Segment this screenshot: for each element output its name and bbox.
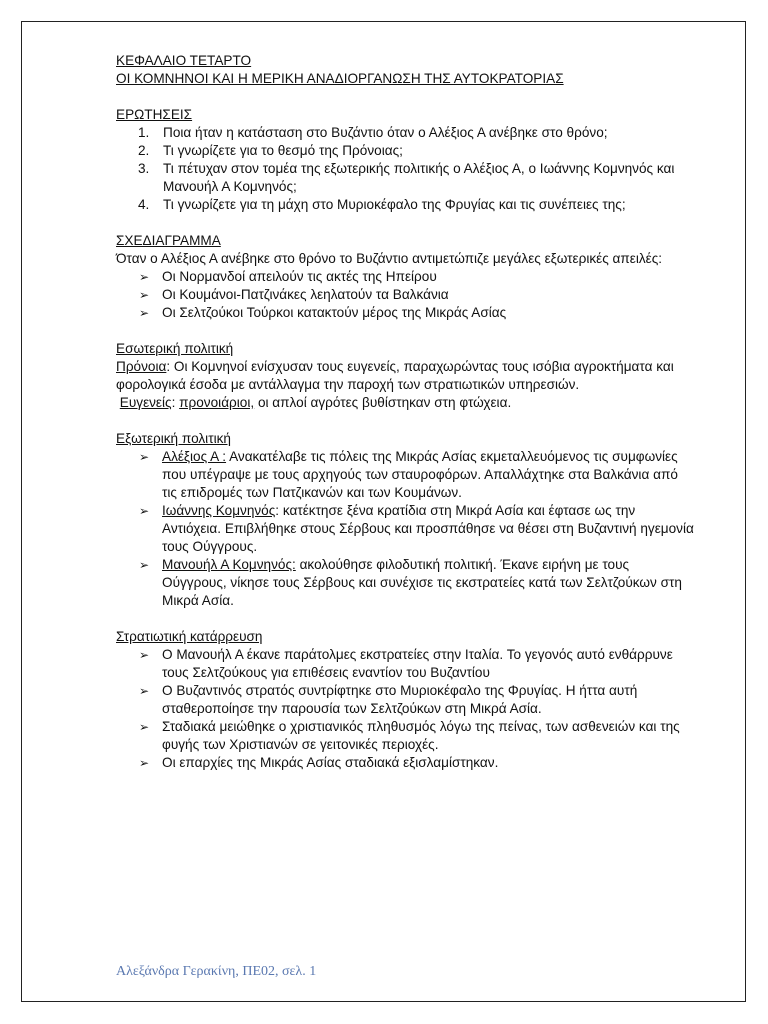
outline-list [116, 268, 696, 322]
document-body [116, 52, 696, 772]
external-policy-list [116, 448, 696, 610]
external-policy-heading: Εξωτερική πολιτική [116, 431, 231, 446]
list-item: ➢ Ο Βυζαντινός στρατός συντρίφτηκε στο Μυριοκέφαλο της Φρυγίας. Η ήττα αυτή σταθεροποίησε την παρουσία των Σελτζούκων στη Μικρά Ασία. [139, 683, 638, 716]
list-item: ➢ Ο Μανουήλ Α έκανε παράτολμες εκστρατείες στην Ιταλία. Το γεγονός αυτό ενθάρρυνε τους Σελτζούκους για επιθέσεις εναντίον του Βυζαντίου [139, 647, 673, 680]
list-item: ➢ Οι επαρχίες της Μικράς Ασίας σταδιακά εξισλαμίστηκαν. [139, 755, 499, 770]
nobles-paragraph: Ευγενείς: προνοιάριοι, οι απλοί αγρότες βυθίστηκαν στη φτώχεια. [119, 395, 512, 410]
list-item: 1. Ποια ήταν η κατάσταση στο Βυζάντιο όταν ο Αλέξιος Α ανέβηκε στο θρόνο; [138, 125, 608, 140]
arrow-bullet-icon: ➢ [139, 450, 150, 464]
outline-heading: ΣΧΕΔΙΑΓΡΑΜΜΑ [116, 233, 221, 248]
list-item: ➢ Σταδιακά μειώθηκε ο χριστιανικός πληθυσμός λόγω της πείνας, των ασθενειών και της φυγής των Χριστιανών σε γειτονικές περιοχές. [139, 719, 680, 752]
arrow-bullet-icon: ➢ [139, 720, 150, 734]
questions-list [116, 124, 696, 214]
arrow-bullet-icon: ➢ [139, 684, 150, 698]
arrow-bullet-icon: ➢ [139, 558, 150, 572]
arrow-bullet-icon: ➢ [139, 306, 150, 320]
list-item: ➢ Μανουήλ Α Κομνηνός: ακολούθησε φιλοδυτική πολιτική. Έκανε ειρήνη με τους Ούγγρους, νίκησε τους Σέρβους και συνέχισε τις εκστρατείες κατά των Σελτζούκων στη Μικρά Ασία. [139, 557, 682, 608]
list-item: ➢ Αλέξιος Α : Ανακατέλαβε τις πόλεις της Μικράς Ασίας εκμεταλλευόμενος τις συμφωνίες που υπέγραψε με τους αρχηγούς των σταυροφόρων. Απαλλάχτηκε στα Βαλκάνια από τις επιδρομές των Πατζικανών και των Κουμάνων. [139, 449, 678, 500]
list-item: 4. Τι γνωρίζετε για τη μάχη στο Μυριοκέφαλο της Φρυγίας και τις συνέπειες της; [138, 197, 626, 212]
outline-intro: Όταν ο Αλέξιος Α ανέβηκε στο θρόνο το Βυζάντιο αντιμετώπιζε μεγάλες εξωτερικές απειλές: [116, 251, 663, 266]
list-item: 2. Τι γνωρίζετε για το θεσμό της Πρόνοιας; [138, 143, 403, 158]
military-collapse-list [116, 646, 696, 772]
military-collapse-heading: Στρατιωτική κατάρρευση [116, 629, 263, 644]
questions-heading: ΕΡΩΤΗΣΕΙΣ [116, 107, 193, 122]
internal-policy-heading: Εσωτερική πολιτική [116, 341, 234, 356]
list-item: ➢ Οι Σελτζούκοι Τούρκοι κατακτούν μέρος της Μικράς Ασίας [139, 305, 507, 320]
list-item: ➢ Ιωάννης Κομνηνός: κατέκτησε ξένα κρατίδια στη Μικρά Ασία και έφτασε ως την Αντιόχεια. Επιβλήθηκε στους Σέρβους και προσπάθησε να θέσει στη Βυζαντινή ηγεμονία τους Ούγγρους. [139, 503, 694, 554]
page-footer: Αλεξάνδρα Γερακίνη, ΠΕ02, σελ. 1 [116, 964, 317, 979]
chapter-title: ΟΙ ΚΟΜΝΗΝΟΙ ΚΑΙ Η ΜΕΡΙΚΗ ΑΝΑΔΙΟΡΓΑΝΩΣΗ ΤΗΣ ΑΥΤΟΚΡΑΤΟΡΙΑΣ [116, 71, 564, 86]
arrow-bullet-icon: ➢ [139, 648, 150, 662]
arrow-bullet-icon: ➢ [139, 288, 150, 302]
list-item: ➢ Οι Νορμανδοί απειλούν τις ακτές της Ηπείρου [139, 269, 437, 284]
pronoia-paragraph: Πρόνοια: Οι Κομνηνοί ενίσχυσαν τους ευγενείς, παραχωρώντας τους ισόβια αγροκτήματα και φορολογικά έσοδα με αντάλλαγμα την παροχή των στρατιωτικών υπηρεσιών. [116, 359, 674, 392]
arrow-bullet-icon: ➢ [139, 756, 150, 770]
arrow-bullet-icon: ➢ [139, 270, 150, 284]
chapter-heading: ΚΕΦΑΛΑΙΟ ΤΕΤΑΡΤΟ [116, 53, 252, 68]
list-item: 3. Τι πέτυχαν στον τομέα της εξωτερικής πολιτικής ο Αλέξιος Α, ο Ιωάννης Κομνηνός και Μανουήλ Α Κομνηνός; [138, 161, 675, 194]
arrow-bullet-icon: ➢ [139, 504, 150, 518]
list-item: ➢ Οι Κουμάνοι-Πατζινάκες λεηλατούν τα Βαλκάνια [139, 287, 449, 302]
